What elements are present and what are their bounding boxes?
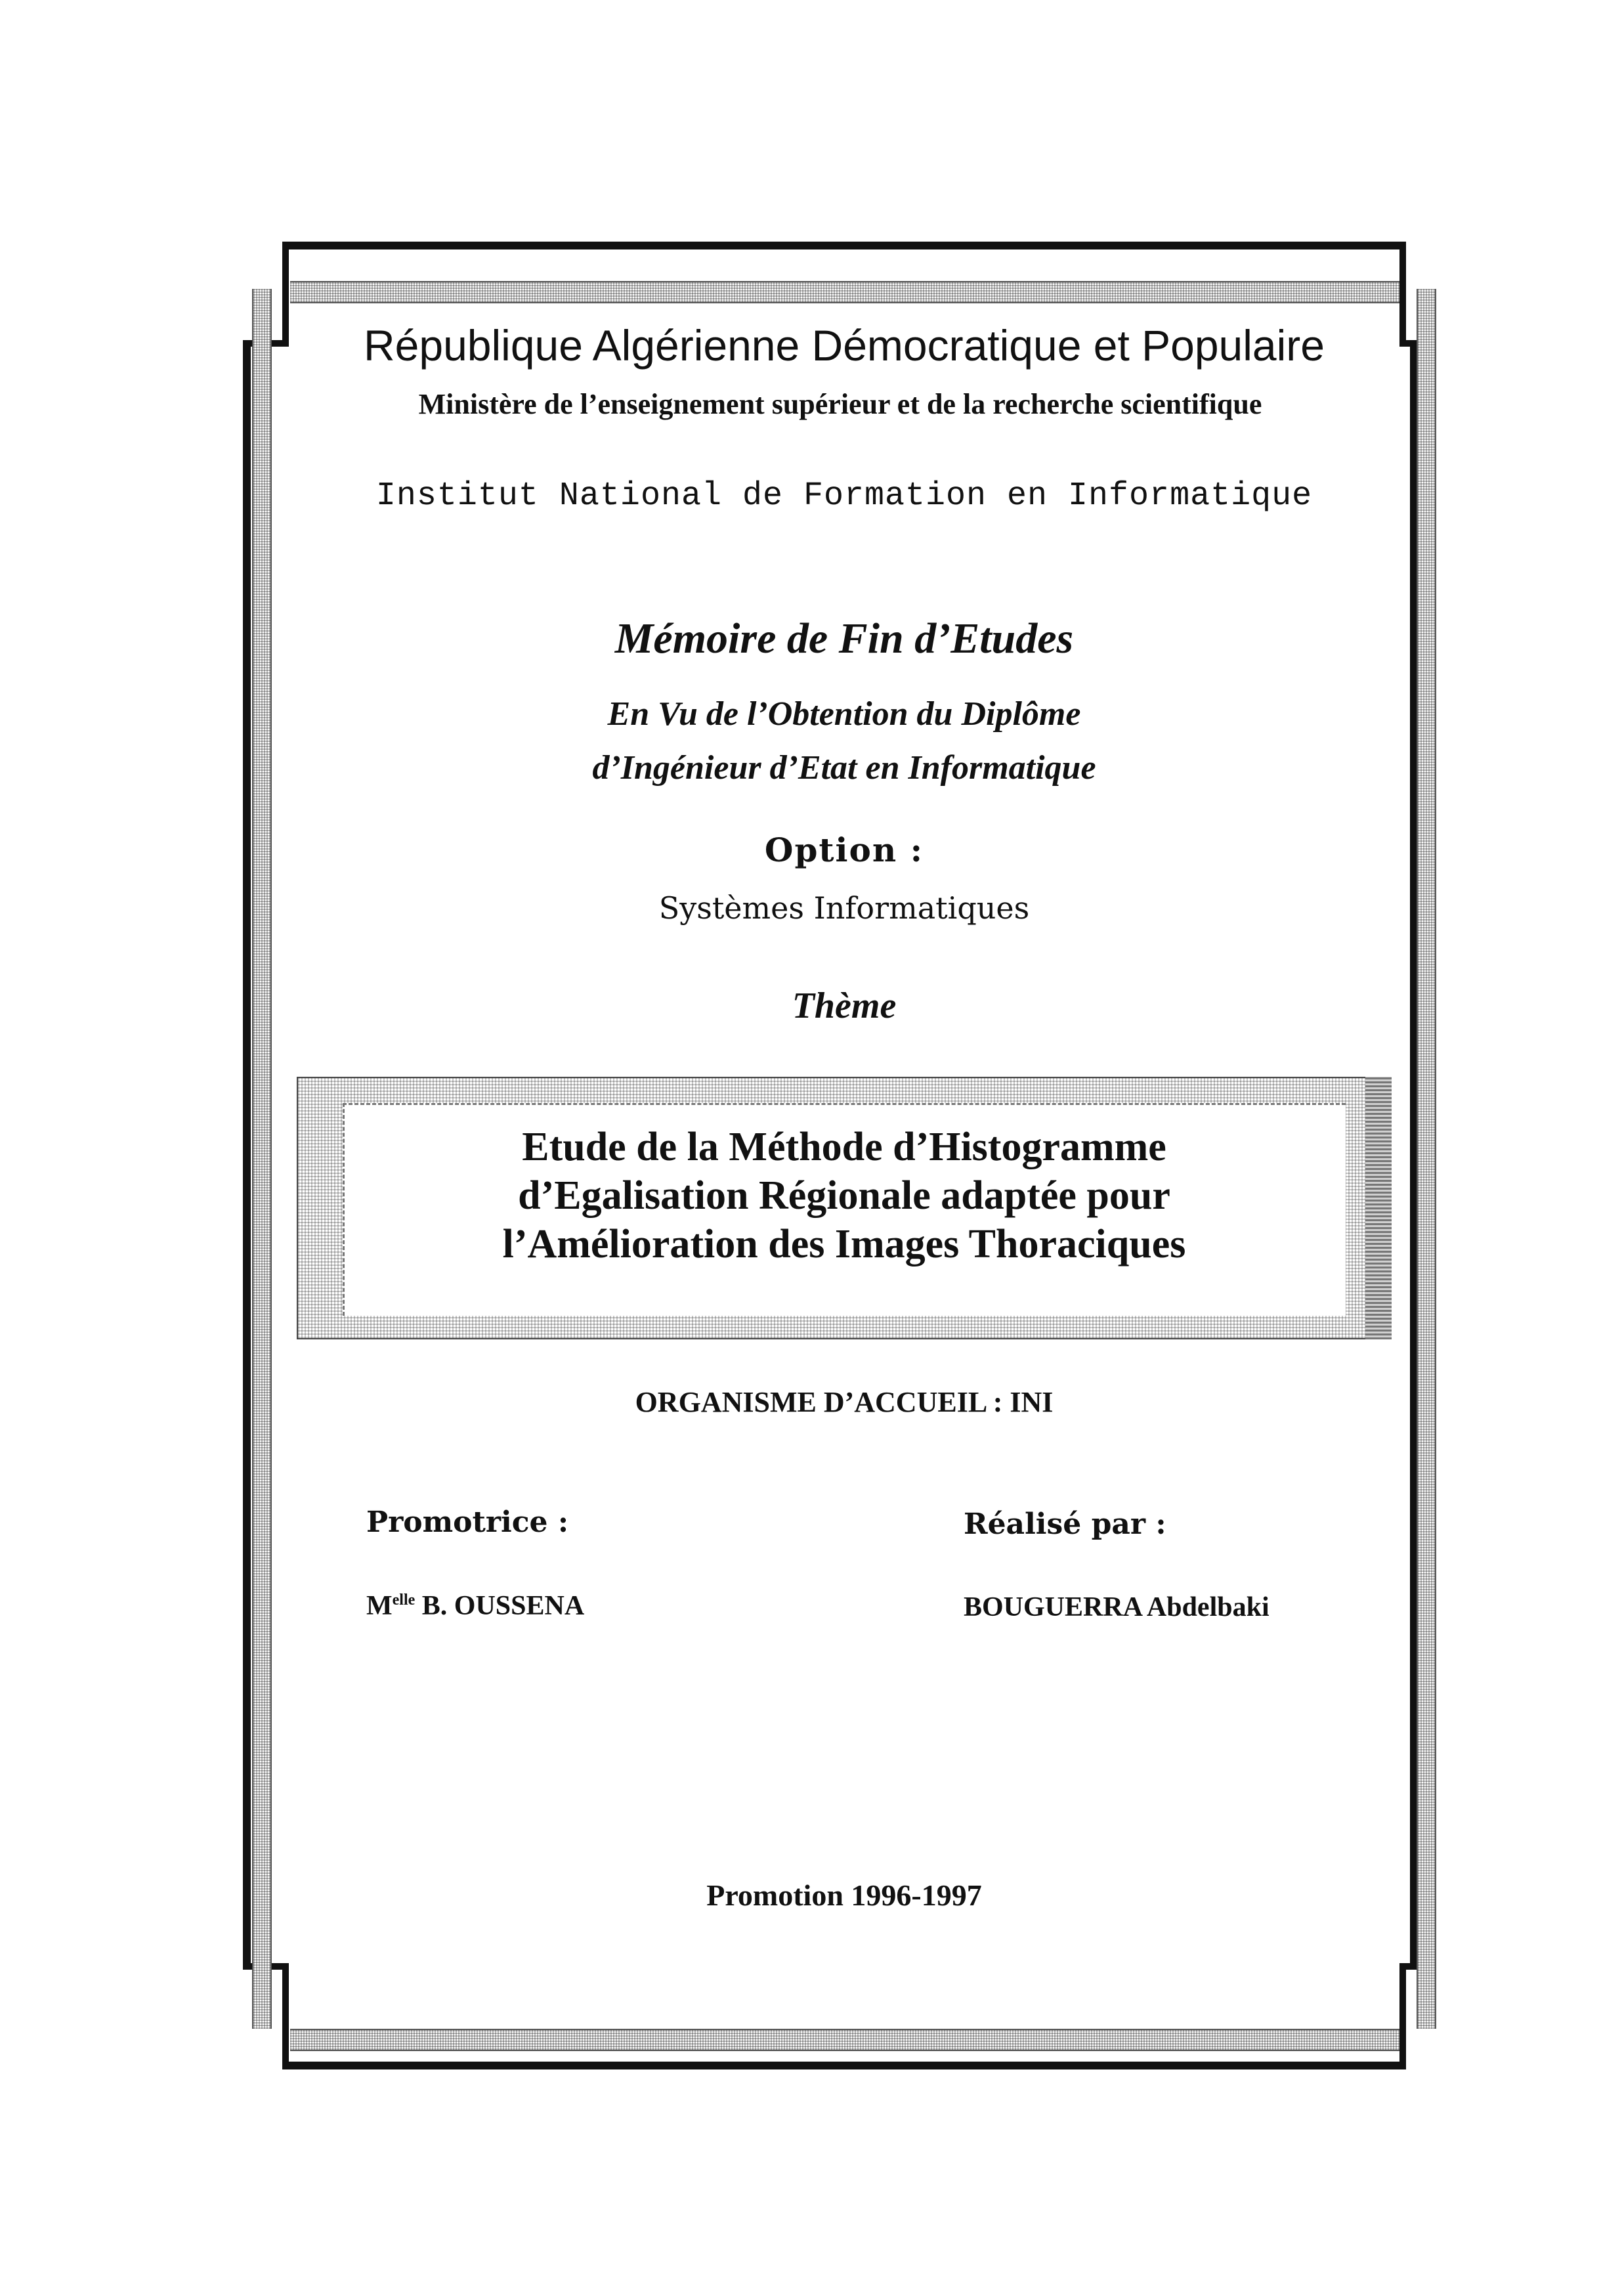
theme-title-line-1: Etude de la Méthode d’Histogramme bbox=[522, 1125, 1166, 1169]
diploma-line-2: d’Ingénieur d’Etat en Informatique bbox=[592, 749, 1096, 787]
frame-bottom-border bbox=[282, 2062, 1406, 2069]
institut-line: Institut National de Formation en Informatique bbox=[375, 477, 1313, 515]
frame-hatch-right bbox=[1417, 289, 1436, 2029]
frame-hatch-top bbox=[290, 281, 1399, 303]
theme-box bbox=[297, 1077, 1392, 1339]
frame-corner-br-horizontal bbox=[1399, 1963, 1418, 1970]
promotrice-prefix: M bbox=[366, 1591, 393, 1621]
frame-hatch-bottom bbox=[290, 2029, 1399, 2051]
frame-corner-br-vertical bbox=[1399, 1963, 1406, 2069]
frame-hatch-left bbox=[252, 289, 272, 2029]
theme-title-line-2: d’Egalisation Régionale adaptée pour bbox=[518, 1173, 1170, 1218]
option-label: Option : bbox=[764, 831, 924, 869]
promotrice-label: Promotrice : bbox=[366, 1505, 569, 1539]
frame-top-border bbox=[282, 242, 1406, 249]
realise-name: BOUGUERRA Abdelbaki bbox=[964, 1592, 1270, 1622]
theme-label: Thème bbox=[792, 986, 897, 1026]
theme-title bbox=[297, 1123, 1392, 1268]
frame-corner-bl-vertical bbox=[282, 1963, 289, 2069]
republique-heading: République Algérienne Démocratique et Populaire bbox=[364, 321, 1325, 370]
promotrice-name bbox=[366, 1590, 584, 1622]
organisme-line: ORGANISME D’ACCUEIL : INI bbox=[635, 1386, 1054, 1418]
frame-left-border bbox=[243, 341, 251, 1970]
theme-title-line-3: l’Amélioration des Images Thoraciques bbox=[502, 1222, 1186, 1267]
diploma-line-1: En Vu de l’Obtention du Diplôme bbox=[607, 695, 1081, 733]
promotrice-prefix-sup: elle bbox=[392, 1592, 416, 1609]
realise-label: Réalisé par : bbox=[964, 1507, 1166, 1541]
promotrice-name-text: B. OUSSENA bbox=[415, 1591, 585, 1621]
memoire-title: Mémoire de Fin d’Etudes bbox=[614, 615, 1074, 662]
ministere-line: Ministère de l’enseignement supérieur et de la recherche scientifique bbox=[418, 388, 1262, 420]
option-value: Systèmes Informatiques bbox=[658, 890, 1030, 926]
promotion-line: Promotion 1996-1997 bbox=[706, 1878, 982, 1912]
